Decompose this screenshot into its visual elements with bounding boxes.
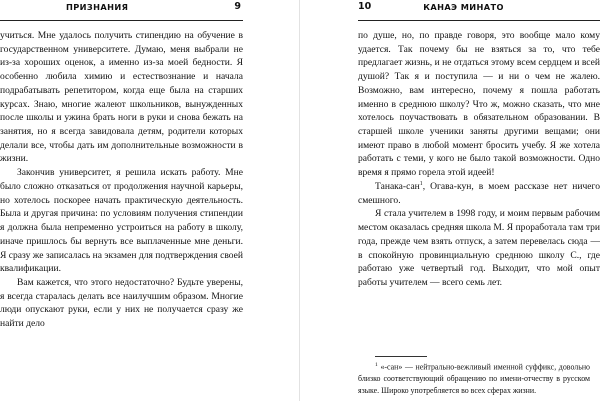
right-book-title: КАНАЭ МИНАТО [423,2,504,12]
footnote-text: «-сан» — нейтрально-вежливый именной суффикс, довольно близко соответствующий обращению по имени-отчеству в русском языке. Широко употребляется во всех сферах жизни. [358,363,590,395]
footnote-number: 1 [375,362,378,369]
footnote-reference-marker[interactable]: 1 [419,180,423,187]
paragraph-text-before-ref: Танака-сан [375,180,420,192]
paragraph: учиться. Мне удалось получить стипендию на обучение в государственном университете. Думаю, меня выбрали не из-за хороших оценок, а именно из-за моей бедности. Я особенно любила химию и естествознание и начала подрабатывать репетитором, когда еще была на старших курсах. Знаю, многие жалеют школьников, вынужденных после школы и ужина брать ноги в руки и снова бежать на занятия, но я всегда завидовала детям, родители которых делали все, чтобы дать им дополнительные возможности в жизни. [0,30,243,165]
footnote-separator-rule [375,356,427,357]
paragraph: по душе, но, по правде говоря, это вообще мало кому удается. Так почему бы не взяться за то, что тебе предлагает жизнь, и не отдаться этому всем сердцем и всей душой? Так я и поступила — и ни о чем не жалею. Возможно, вам интересно, почему я пошла работать именно в среднюю школу? Что ж, можно сказать, что мне хотелось поучаствовать в обязательном образовании. В старшей школе ученики заняты другими вещами; они имеют право в любой момент бросить учебу. Я же хотела работать с теми, у кого не было такой возможности. Одно время я прямо горела этой идеей! [358,30,600,179]
paragraph: Закончив университет, я решила искать работу. Мне было сложно отказаться от продолжения научной карьеры, но хотелось поскорее начать практическую деятельность. Была и другая причина: по условиям получения стипендии я должна была непременно устроиться на работу в школу, иначе пришлось бы вернуть все выплаченные мне деньги. Я сразу же записалась на экзамен для подтверждения своей квалификации. [0,167,243,275]
left-running-head [0,0,243,21]
right-page [300,0,600,401]
left-body-text [0,29,243,331]
footnote [358,360,590,396]
right-running-head [358,0,600,21]
paragraph: Я стала учителем в 1998 году, и моим первым рабочим местом оказалась средняя школа М. Я проработала там три года, прежде чем взять отпуск, а затем перевелась сюда — в спокойную провинциальную среднюю школу С., где работаю уже четвертый год. Выходит, что мой опыт работы учителем — всего семь лет. [358,208,600,288]
paragraph-with-footnote-ref [358,180,600,207]
right-body-text [358,29,600,290]
footnote-block [358,356,590,396]
right-page-number: 10 [358,1,372,12]
paragraph: Вам кажется, что этого недостаточно? Будьте уверены, я всегда старалась делать все наилучшим образом. Многие люди опускают руки, если у них не получается сразу же найти дело [0,276,243,330]
left-page-number: 9 [234,1,241,12]
left-book-title: ПРИЗНАНИЯ [66,2,129,12]
paragraph-text-after-ref: , Огава-кун, в моем рассказе нет ничего смешного. [358,180,600,206]
